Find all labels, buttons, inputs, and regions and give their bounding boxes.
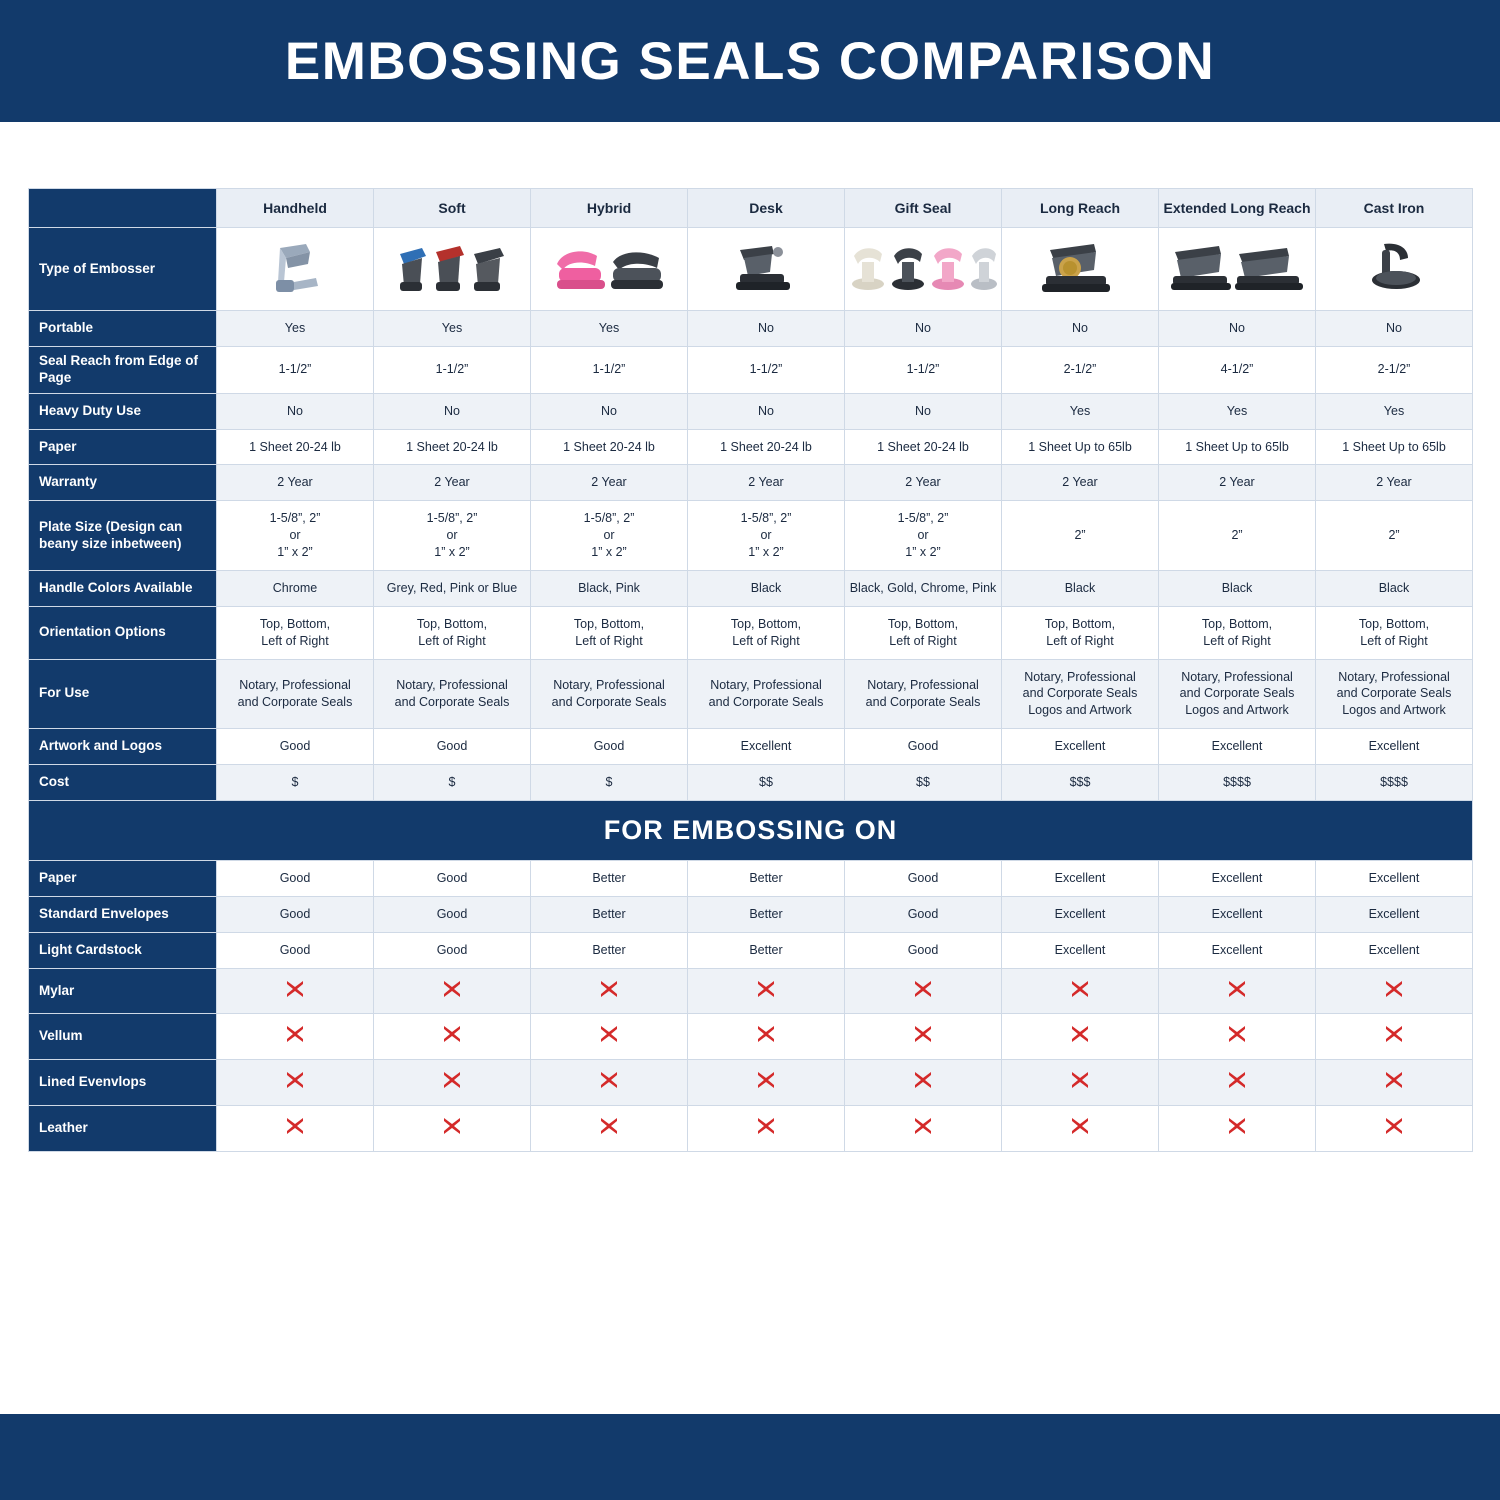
table-row — [29, 465, 1473, 501]
comparison-table — [28, 188, 1473, 1152]
row-label-heavy-duty-use: Heavy Duty Use — [29, 393, 217, 429]
cell-plate-size-extended-long-reach: 2” — [1159, 501, 1316, 571]
cell-cost-extended-long-reach: $$$$ — [1159, 765, 1316, 801]
cell-cardstock-cast-iron: Excellent — [1316, 932, 1473, 968]
cell-vellum-long-reach — [1002, 1014, 1159, 1060]
row-label-seal-reach: Seal Reach from Edge of Page — [29, 346, 217, 393]
row-label-leather: Leather — [29, 1106, 217, 1152]
not-supported-icon — [1383, 1115, 1405, 1137]
not-supported-icon — [598, 1023, 620, 1045]
cell-plate-size-gift-seal: 1-5/8”, 2” or 1” x 2” — [845, 501, 1002, 571]
cell-paper-extended-long-reach: 1 Sheet Up to 65lb — [1159, 429, 1316, 465]
not-supported-icon — [912, 978, 934, 1000]
cell-orientation-soft: Top, Bottom, Left of Right — [374, 606, 531, 659]
cell-cardstock-gift-seal: Good — [845, 932, 1002, 968]
table-row — [29, 393, 1473, 429]
cell-artwork-desk: Excellent — [688, 729, 845, 765]
cell-heavy-duty-desk: No — [688, 393, 845, 429]
cell-heavy-duty-cast-iron: Yes — [1316, 393, 1473, 429]
table-row — [29, 346, 1473, 393]
not-supported-icon — [1226, 1069, 1248, 1091]
cell-paper-long-reach: 1 Sheet Up to 65lb — [1002, 429, 1159, 465]
not-supported-icon — [1069, 978, 1091, 1000]
cell-envelopes-extended-long-reach: Excellent — [1159, 896, 1316, 932]
cell-warranty-long-reach: 2 Year — [1002, 465, 1159, 501]
cell-plate-size-desk: 1-5/8”, 2” or 1” x 2” — [688, 501, 845, 571]
cell-cost-soft: $ — [374, 765, 531, 801]
cell-seal-reach-long-reach: 2-1/2” — [1002, 346, 1159, 393]
table-row — [29, 606, 1473, 659]
cell-leather-long-reach — [1002, 1106, 1159, 1152]
cell-handle-colors-cast-iron: Black — [1316, 570, 1473, 606]
not-supported-icon — [1226, 1023, 1248, 1045]
table-row — [29, 228, 1473, 311]
cell-cost-hybrid: $ — [531, 765, 688, 801]
cell-for-use-desk: Notary, Professional and Corporate Seals — [688, 659, 845, 729]
cell-cardstock-handheld: Good — [217, 932, 374, 968]
row-label-warranty: Warranty — [29, 465, 217, 501]
cell-envelopes-gift-seal: Good — [845, 896, 1002, 932]
cell-paper-desk: 1 Sheet 20-24 lb — [688, 429, 845, 465]
long-reach-embosser-icon — [1002, 228, 1159, 311]
not-supported-icon — [441, 1023, 463, 1045]
not-supported-icon — [755, 978, 777, 1000]
not-supported-icon — [1069, 1115, 1091, 1137]
column-header-soft: Soft — [374, 189, 531, 228]
cell-orientation-desk: Top, Bottom, Left of Right — [688, 606, 845, 659]
cell-cardstock-desk: Better — [688, 932, 845, 968]
column-header-extended-long-reach: Extended Long Reach — [1159, 189, 1316, 228]
section-title-for-embossing-on: FOR EMBOSSING ON — [29, 800, 1473, 860]
cell-heavy-duty-hybrid: No — [531, 393, 688, 429]
table-row — [29, 765, 1473, 801]
cell-envelopes-hybrid: Better — [531, 896, 688, 932]
cell-heavy-duty-gift-seal: No — [845, 393, 1002, 429]
cell-portable-desk: No — [688, 311, 845, 347]
cell-leather-cast-iron — [1316, 1106, 1473, 1152]
cell-cardstock-hybrid: Better — [531, 932, 688, 968]
cell-leather-handheld — [217, 1106, 374, 1152]
section-band-row — [29, 800, 1473, 860]
row-label-mylar: Mylar — [29, 968, 217, 1014]
not-supported-icon — [284, 1069, 306, 1091]
table-row — [29, 896, 1473, 932]
cell-orientation-cast-iron: Top, Bottom, Left of Right — [1316, 606, 1473, 659]
not-supported-icon — [598, 1115, 620, 1137]
table-row — [29, 729, 1473, 765]
cell-cost-handheld: $ — [217, 765, 374, 801]
cell-lined-desk — [688, 1060, 845, 1106]
cell-emboss-paper-soft: Good — [374, 860, 531, 896]
cell-seal-reach-cast-iron: 2-1/2” — [1316, 346, 1473, 393]
row-label-lined-envelopes: Lined Evenvlops — [29, 1060, 217, 1106]
cell-plate-size-soft: 1-5/8”, 2” or 1” x 2” — [374, 501, 531, 571]
cell-envelopes-soft: Good — [374, 896, 531, 932]
not-supported-icon — [1226, 978, 1248, 1000]
cell-artwork-extended-long-reach: Excellent — [1159, 729, 1316, 765]
cell-seal-reach-extended-long-reach: 4-1/2” — [1159, 346, 1316, 393]
not-supported-icon — [1226, 1115, 1248, 1137]
cell-for-use-gift-seal: Notary, Professional and Corporate Seals — [845, 659, 1002, 729]
not-supported-icon — [284, 1023, 306, 1045]
table-row — [29, 932, 1473, 968]
cell-mylar-gift-seal — [845, 968, 1002, 1014]
cell-handle-colors-extended-long-reach: Black — [1159, 570, 1316, 606]
cell-envelopes-cast-iron: Excellent — [1316, 896, 1473, 932]
soft-embosser-icon — [374, 228, 531, 311]
cell-vellum-hybrid — [531, 1014, 688, 1060]
cell-cost-desk: $$ — [688, 765, 845, 801]
cell-portable-long-reach: No — [1002, 311, 1159, 347]
table-row — [29, 968, 1473, 1014]
cell-heavy-duty-soft: No — [374, 393, 531, 429]
page-title: EMBOSSING SEALS COMPARISON — [284, 31, 1216, 91]
hybrid-embosser-icon — [531, 228, 688, 311]
cell-vellum-gift-seal — [845, 1014, 1002, 1060]
cell-cardstock-long-reach: Excellent — [1002, 932, 1159, 968]
cell-seal-reach-soft: 1-1/2” — [374, 346, 531, 393]
cell-plate-size-hybrid: 1-5/8”, 2” or 1” x 2” — [531, 501, 688, 571]
cell-heavy-duty-extended-long-reach: Yes — [1159, 393, 1316, 429]
cell-artwork-cast-iron: Excellent — [1316, 729, 1473, 765]
cell-emboss-paper-hybrid: Better — [531, 860, 688, 896]
cell-leather-soft — [374, 1106, 531, 1152]
not-supported-icon — [441, 978, 463, 1000]
cell-paper-handheld: 1 Sheet 20-24 lb — [217, 429, 374, 465]
cell-for-use-extended-long-reach: Notary, Professional and Corporate Seals Logos and Artwork — [1159, 659, 1316, 729]
cell-handle-colors-gift-seal: Black, Gold, Chrome, Pink — [845, 570, 1002, 606]
column-header-desk: Desk — [688, 189, 845, 228]
cell-mylar-soft — [374, 968, 531, 1014]
cast-iron-embosser-icon — [1316, 228, 1473, 311]
row-label-handle-colors: Handle Colors Available — [29, 570, 217, 606]
cell-mylar-handheld — [217, 968, 374, 1014]
cell-envelopes-long-reach: Excellent — [1002, 896, 1159, 932]
cell-cost-long-reach: $$$ — [1002, 765, 1159, 801]
cell-handle-colors-desk: Black — [688, 570, 845, 606]
gift-seal-embosser-icon — [845, 228, 1002, 311]
cell-handle-colors-handheld: Chrome — [217, 570, 374, 606]
cell-emboss-paper-gift-seal: Good — [845, 860, 1002, 896]
cell-leather-desk — [688, 1106, 845, 1152]
cell-portable-gift-seal: No — [845, 311, 1002, 347]
cell-orientation-gift-seal: Top, Bottom, Left of Right — [845, 606, 1002, 659]
cell-warranty-handheld: 2 Year — [217, 465, 374, 501]
cell-artwork-gift-seal: Good — [845, 729, 1002, 765]
cell-emboss-paper-desk: Better — [688, 860, 845, 896]
not-supported-icon — [1069, 1069, 1091, 1091]
cell-lined-cast-iron — [1316, 1060, 1473, 1106]
cell-mylar-extended-long-reach — [1159, 968, 1316, 1014]
table-row — [29, 659, 1473, 729]
not-supported-icon — [1383, 978, 1405, 1000]
not-supported-icon — [284, 978, 306, 1000]
row-label-vellum: Vellum — [29, 1014, 217, 1060]
cell-emboss-paper-long-reach: Excellent — [1002, 860, 1159, 896]
cell-paper-hybrid: 1 Sheet 20-24 lb — [531, 429, 688, 465]
cell-orientation-extended-long-reach: Top, Bottom, Left of Right — [1159, 606, 1316, 659]
row-label-portable: Portable — [29, 311, 217, 347]
not-supported-icon — [1069, 1023, 1091, 1045]
table-corner-cell — [29, 189, 217, 228]
cell-paper-cast-iron: 1 Sheet Up to 65lb — [1316, 429, 1473, 465]
not-supported-icon — [755, 1023, 777, 1045]
table-row — [29, 1106, 1473, 1152]
cell-portable-extended-long-reach: No — [1159, 311, 1316, 347]
cell-artwork-long-reach: Excellent — [1002, 729, 1159, 765]
not-supported-icon — [598, 1069, 620, 1091]
table-row — [29, 570, 1473, 606]
table-body — [29, 228, 1473, 1152]
cell-portable-cast-iron: No — [1316, 311, 1473, 347]
table-row — [29, 429, 1473, 465]
page-header — [0, 0, 1500, 126]
cell-lined-hybrid — [531, 1060, 688, 1106]
cell-artwork-handheld: Good — [217, 729, 374, 765]
cell-paper-soft: 1 Sheet 20-24 lb — [374, 429, 531, 465]
cell-artwork-hybrid: Good — [531, 729, 688, 765]
column-header-long-reach: Long Reach — [1002, 189, 1159, 228]
cell-cardstock-soft: Good — [374, 932, 531, 968]
table-row — [29, 860, 1473, 896]
cell-emboss-paper-extended-long-reach: Excellent — [1159, 860, 1316, 896]
row-label-cost: Cost — [29, 765, 217, 801]
cell-warranty-extended-long-reach: 2 Year — [1159, 465, 1316, 501]
cell-emboss-paper-handheld: Good — [217, 860, 374, 896]
table-row — [29, 1060, 1473, 1106]
row-label-for-use: For Use — [29, 659, 217, 729]
row-label-artwork-and-logos: Artwork and Logos — [29, 729, 217, 765]
cell-mylar-long-reach — [1002, 968, 1159, 1014]
table-row — [29, 1014, 1473, 1060]
desk-embosser-icon — [688, 228, 845, 311]
cell-cost-gift-seal: $$ — [845, 765, 1002, 801]
not-supported-icon — [1383, 1069, 1405, 1091]
cell-portable-handheld: Yes — [217, 311, 374, 347]
row-label-type-of-embosser: Type of Embosser — [29, 228, 217, 311]
row-label-plate-size: Plate Size (Design can beany size inbetween) — [29, 501, 217, 571]
cell-mylar-cast-iron — [1316, 968, 1473, 1014]
cell-portable-hybrid: Yes — [531, 311, 688, 347]
row-label-standard-envelopes: Standard Envelopes — [29, 896, 217, 932]
not-supported-icon — [441, 1115, 463, 1137]
not-supported-icon — [284, 1115, 306, 1137]
cell-orientation-long-reach: Top, Bottom, Left of Right — [1002, 606, 1159, 659]
not-supported-icon — [912, 1115, 934, 1137]
cell-envelopes-handheld: Good — [217, 896, 374, 932]
cell-lined-gift-seal — [845, 1060, 1002, 1106]
not-supported-icon — [598, 978, 620, 1000]
cell-vellum-handheld — [217, 1014, 374, 1060]
cell-lined-soft — [374, 1060, 531, 1106]
cell-lined-handheld — [217, 1060, 374, 1106]
cell-handle-colors-long-reach: Black — [1002, 570, 1159, 606]
cell-plate-size-cast-iron: 2” — [1316, 501, 1473, 571]
row-label-light-cardstock: Light Cardstock — [29, 932, 217, 968]
column-header-gift-seal: Gift Seal — [845, 189, 1002, 228]
not-supported-icon — [912, 1069, 934, 1091]
cell-mylar-hybrid — [531, 968, 688, 1014]
column-header-cast-iron: Cast Iron — [1316, 189, 1473, 228]
cell-cardstock-extended-long-reach: Excellent — [1159, 932, 1316, 968]
row-label-emboss-paper: Paper — [29, 860, 217, 896]
cell-for-use-handheld: Notary, Professional and Corporate Seals — [217, 659, 374, 729]
cell-warranty-soft: 2 Year — [374, 465, 531, 501]
cell-envelopes-desk: Better — [688, 896, 845, 932]
cell-handle-colors-hybrid: Black, Pink — [531, 570, 688, 606]
handheld-embosser-icon — [217, 228, 374, 311]
cell-for-use-hybrid: Notary, Professional and Corporate Seals — [531, 659, 688, 729]
cell-lined-long-reach — [1002, 1060, 1159, 1106]
not-supported-icon — [1383, 1023, 1405, 1045]
cell-handle-colors-soft: Grey, Red, Pink or Blue — [374, 570, 531, 606]
cell-seal-reach-gift-seal: 1-1/2” — [845, 346, 1002, 393]
cell-portable-soft: Yes — [374, 311, 531, 347]
cell-paper-gift-seal: 1 Sheet 20-24 lb — [845, 429, 1002, 465]
cell-lined-extended-long-reach — [1159, 1060, 1316, 1106]
cell-plate-size-long-reach: 2” — [1002, 501, 1159, 571]
cell-heavy-duty-handheld: No — [217, 393, 374, 429]
cell-plate-size-handheld: 1-5/8”, 2” or 1” x 2” — [217, 501, 374, 571]
extended-long-reach-embosser-icon — [1159, 228, 1316, 311]
cell-heavy-duty-long-reach: Yes — [1002, 393, 1159, 429]
cell-leather-gift-seal — [845, 1106, 1002, 1152]
table-container — [0, 126, 1500, 1152]
cell-orientation-hybrid: Top, Bottom, Left of Right — [531, 606, 688, 659]
cell-vellum-soft — [374, 1014, 531, 1060]
table-header-row — [29, 189, 1473, 228]
column-header-handheld: Handheld — [217, 189, 374, 228]
cell-vellum-cast-iron — [1316, 1014, 1473, 1060]
cell-seal-reach-hybrid: 1-1/2” — [531, 346, 688, 393]
not-supported-icon — [441, 1069, 463, 1091]
cell-cost-cast-iron: $$$$ — [1316, 765, 1473, 801]
cell-artwork-soft: Good — [374, 729, 531, 765]
cell-warranty-cast-iron: 2 Year — [1316, 465, 1473, 501]
cell-vellum-desk — [688, 1014, 845, 1060]
not-supported-icon — [755, 1069, 777, 1091]
not-supported-icon — [912, 1023, 934, 1045]
table-row — [29, 311, 1473, 347]
cell-warranty-gift-seal: 2 Year — [845, 465, 1002, 501]
page-footer — [0, 1410, 1500, 1500]
cell-for-use-long-reach: Notary, Professional and Corporate Seals Logos and Artwork — [1002, 659, 1159, 729]
table-row — [29, 501, 1473, 571]
cell-leather-extended-long-reach — [1159, 1106, 1316, 1152]
cell-leather-hybrid — [531, 1106, 688, 1152]
cell-for-use-cast-iron: Notary, Professional and Corporate Seals Logos and Artwork — [1316, 659, 1473, 729]
cell-warranty-hybrid: 2 Year — [531, 465, 688, 501]
cell-seal-reach-desk: 1-1/2” — [688, 346, 845, 393]
cell-seal-reach-handheld: 1-1/2” — [217, 346, 374, 393]
cell-for-use-soft: Notary, Professional and Corporate Seals — [374, 659, 531, 729]
row-label-orientation-options: Orientation Options — [29, 606, 217, 659]
cell-orientation-handheld: Top, Bottom, Left of Right — [217, 606, 374, 659]
row-label-paper: Paper — [29, 429, 217, 465]
cell-vellum-extended-long-reach — [1159, 1014, 1316, 1060]
cell-warranty-desk: 2 Year — [688, 465, 845, 501]
not-supported-icon — [755, 1115, 777, 1137]
cell-emboss-paper-cast-iron: Excellent — [1316, 860, 1473, 896]
column-header-hybrid: Hybrid — [531, 189, 688, 228]
cell-mylar-desk — [688, 968, 845, 1014]
